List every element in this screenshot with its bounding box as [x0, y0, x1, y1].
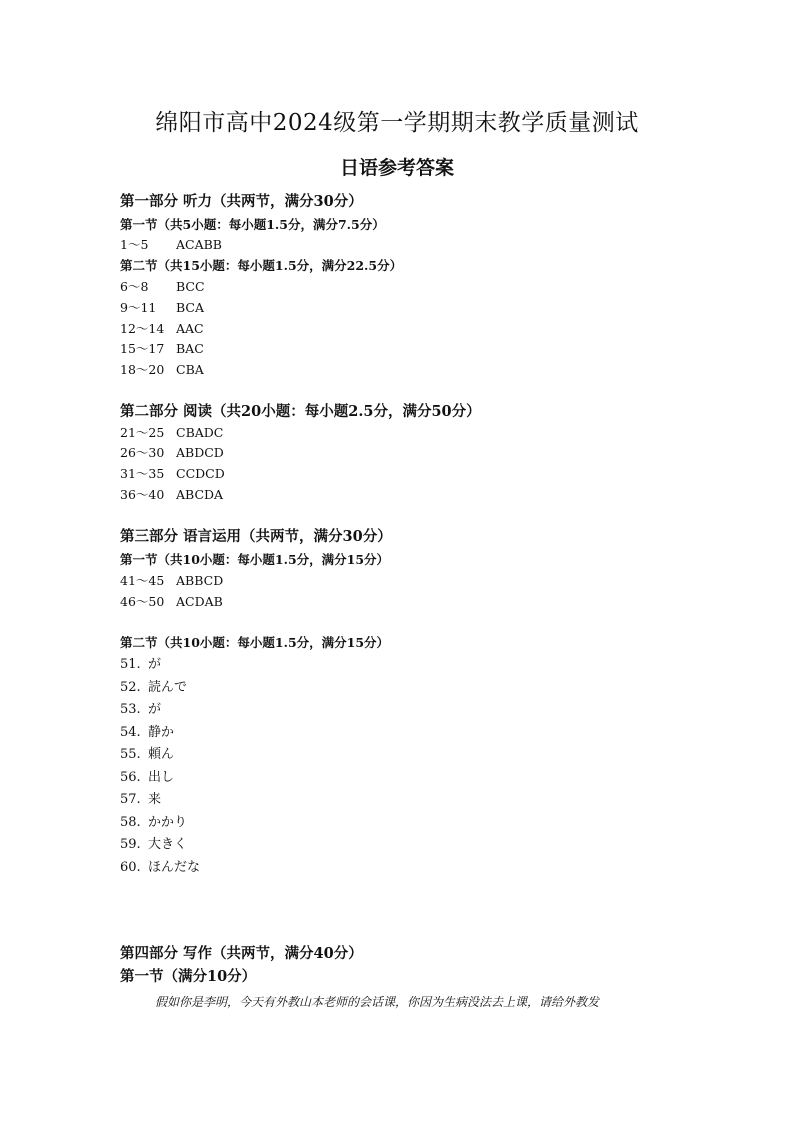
word-answer-row — [120, 721, 174, 740]
question-number: 55. — [120, 747, 141, 762]
word-answer-row — [120, 788, 161, 807]
question-number: 58. — [120, 815, 141, 830]
answer-row — [120, 339, 204, 357]
answer-letters: ACDAB — [176, 594, 223, 609]
part3-section1-heading: 第一节（共10小题：每小题1.5分，满分15分） — [120, 552, 390, 567]
answer-letters: ACABB — [176, 237, 222, 252]
part3-section2-heading: 第二节（共10小题：每小题1.5分，满分15分） — [120, 635, 390, 650]
answer-word: 静か — [148, 725, 175, 740]
question-range: 31～35 — [120, 466, 165, 481]
word-answer-row — [120, 698, 161, 717]
answer-letters: ABBCD — [176, 573, 224, 588]
word-answer-row — [120, 743, 174, 762]
answer-row — [120, 485, 223, 503]
answer-row — [120, 443, 224, 461]
word-answer-row — [120, 811, 187, 830]
answer-letters: AAC — [176, 321, 204, 336]
word-answer-row — [120, 653, 161, 672]
answer-word: 出し — [148, 770, 175, 785]
answer-row — [120, 571, 223, 589]
answer-row — [120, 592, 223, 610]
answer-letters: CCDCD — [176, 466, 225, 481]
question-range: 6～8 — [120, 279, 149, 294]
question-number: 53. — [120, 702, 141, 717]
part1-heading: 第一部分 听力（共两节，满分30分） — [120, 193, 363, 210]
answer-letters: BCA — [176, 300, 205, 315]
word-answer-row — [120, 676, 187, 695]
question-number: 52. — [120, 680, 141, 695]
answer-letters: ABCDA — [176, 487, 224, 502]
question-range: 18～20 — [120, 362, 165, 377]
word-answer-row — [120, 766, 174, 785]
question-range: 41～45 — [120, 573, 165, 588]
answer-row — [120, 423, 223, 441]
answer-word: が — [148, 657, 162, 672]
answer-letters: BCC — [176, 279, 205, 294]
page-subtitle: 日语参考答案 — [339, 157, 454, 179]
part1-section2-heading: 第二节（共15小题：每小题1.5分，满分22.5分） — [120, 258, 403, 273]
answer-word: 大きく — [148, 837, 188, 852]
question-range: 36～40 — [120, 487, 165, 502]
question-range: 21～25 — [120, 425, 165, 440]
answer-word: ほんだな — [148, 860, 201, 875]
page-title: 绵阳市高中2024级第一学期期末教学质量测试 — [155, 110, 639, 136]
part2-heading: 第二部分 阅读（共20小题：每小题2.5分，满分50分） — [120, 403, 481, 420]
answer-letters: BAC — [176, 341, 204, 356]
writing-prompt-text: 假如你是李明，今天有外教山本老师的会话课，你因为生病没法去上课，请给外教发 — [155, 995, 600, 1009]
question-number: 54. — [120, 725, 141, 740]
part4-heading: 第四部分 写作（共两节，满分40分） — [120, 945, 363, 962]
answer-row — [120, 277, 205, 295]
answer-word: が — [148, 702, 162, 717]
answer-letters: CBADC — [176, 425, 224, 440]
answer-row — [120, 464, 225, 482]
answer-row — [120, 235, 222, 253]
question-number: 56. — [120, 770, 141, 785]
question-range: 15～17 — [120, 341, 165, 356]
question-range: 46～50 — [120, 594, 165, 609]
question-range: 12～14 — [120, 321, 165, 336]
part3-heading: 第三部分 语言运用（共两节，满分30分） — [120, 528, 392, 545]
question-range: 1～5 — [120, 237, 149, 252]
question-range: 9～11 — [120, 300, 157, 315]
answer-word: 来 — [148, 792, 162, 807]
part1-section1-heading: 第一节（共5小题：每小题1.5分，满分7.5分） — [120, 217, 385, 232]
answer-word: かかり — [148, 815, 188, 830]
answer-word: 頼ん — [148, 747, 175, 762]
word-answer-row — [120, 856, 200, 875]
question-number: 59. — [120, 837, 141, 852]
answer-letters: CBA — [176, 362, 204, 377]
answer-row — [120, 298, 204, 316]
part4-section1-heading: 第一节（满分10分） — [120, 968, 257, 985]
question-number: 60. — [120, 860, 141, 875]
question-number: 51. — [120, 657, 141, 672]
answer-word: 読んで — [148, 680, 188, 695]
answer-row — [120, 319, 204, 337]
word-answer-row — [120, 833, 187, 852]
question-range: 26～30 — [120, 445, 165, 460]
question-number: 57. — [120, 792, 141, 807]
answer-row — [120, 360, 204, 378]
answer-letters: ABDCD — [176, 445, 224, 460]
